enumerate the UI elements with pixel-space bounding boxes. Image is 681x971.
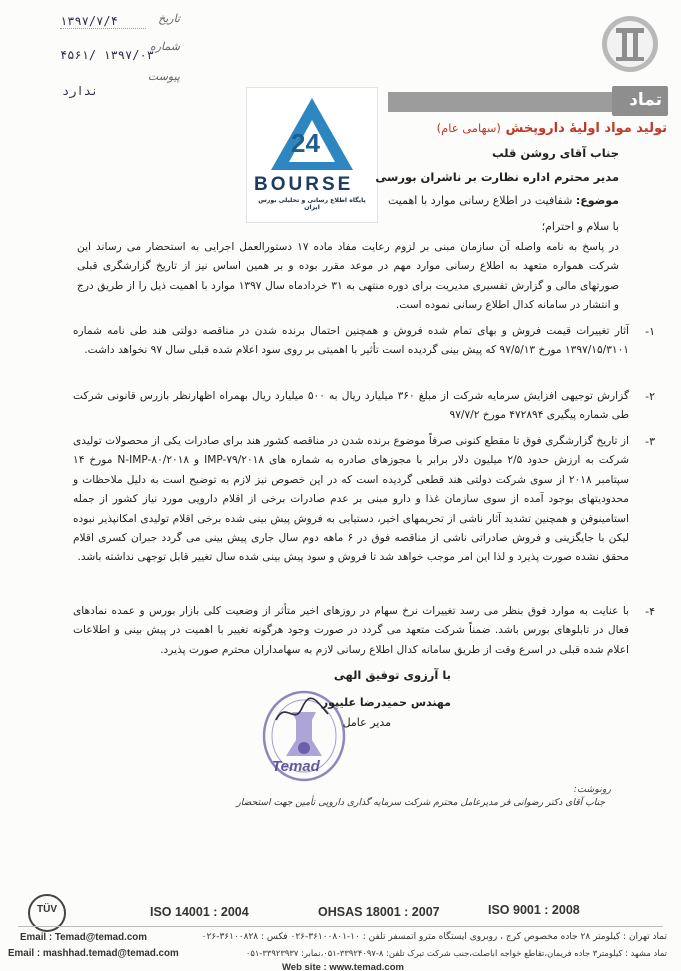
bourse-number-mark: 24	[291, 128, 320, 158]
number-label: شماره	[149, 40, 180, 53]
attachment-label: پیوست	[147, 70, 180, 83]
attachment-field	[60, 70, 180, 100]
recipient-line-1: جناب آقای روشن قلب	[491, 146, 619, 160]
email-tehran: Email : Temad@temad.com	[20, 932, 147, 943]
signature-icon	[272, 696, 332, 728]
brand-badge	[612, 86, 668, 116]
date-underline	[60, 28, 146, 29]
iso-14001: ISO 14001 : 2004	[150, 905, 249, 919]
website: Web site : www.temad.com	[282, 962, 404, 971]
iso-9001: ISO 9001 : 2008	[488, 903, 580, 917]
temad-logo-icon	[600, 14, 660, 74]
closing: با آرزوی توفیق الهی	[333, 668, 451, 682]
list-item-number: ۲-	[645, 390, 655, 403]
address-tehran: تماد تهران : کیلومتر ۲۸ جاده مخصوص کرج ، روبروی ایستگاه مترو اتمسفر تلفن : ۱۰-۳۶۱۰۰۸۰۱-۰۲۶ فکس : ۳۶۱۰۰۸۲۸-۰۲۶	[201, 932, 667, 942]
date-field	[60, 12, 180, 30]
attachment-value: ندارد	[62, 84, 99, 98]
intro-paragraph: در پاسخ به نامه واصله آن سازمان مبنی بر لزوم رعایت مفاد ماده ۱۷ دستورالعمل اجرایی به استحضار می رساند این شرکت همواره متعهد به اطلاع رسانی موارد مهم در موعد مقرر بوده و بر همین اساس نیز از تاریخ گزارشگری قبلی صورتهای مالی و گزارش تفسیری مدیریت برای دوره منتهی به ۳۱ خردادماه سال ۱۳۹۷ موارد با اهمیت ذیل را از طریق درج و انتشار در سامانه کدال اطلاع رسانی نموده است.	[77, 241, 619, 312]
recipient-line-2: مدیر محترم اداره نظارت بر ناشران بورسی	[375, 170, 619, 184]
list-item-2	[73, 387, 655, 426]
number-value: ۱۳۹۷/۰۳ /۴۵۶۱	[60, 48, 154, 62]
address-mashhad: تماد مشهد : کیلومتر۳ جاده فریمان،تقاطع خواجه اباصلت،جنب شرکت تبرک تلفن: ۸-۳۳۹۲۴۰۹۷-۰۵۱،نمابر: ۳۳۹۲۳۹۳۷-۰۵۱	[245, 948, 667, 958]
stamp-brand: Temad	[272, 758, 320, 775]
brand-name: تماد	[629, 90, 662, 110]
list-item-number: ۱-	[645, 325, 655, 338]
signer-name: مهندس حمیدرضا علیپور	[321, 696, 451, 709]
list-item-text: آثار تغییرات قیمت فروش و بهای تمام شده فروش و همچنین احتمال برنده شدن در مناقصه دولتی هند طی نامه شماره ۱۳۹۷/۱۵/۳۱۰۱ مورخ ۹۷/۵/۱۳ که پیش بینی گردیده است تأثیر با اهمیتی بر روی سود اعلام شده قبلی سال ۹۷ نخواهد داشت.	[73, 325, 629, 357]
company-name	[437, 121, 667, 136]
ohsas-18001: OHSAS 18001 : 2007	[318, 905, 440, 919]
list-item-text: گزارش توجیهی افزایش سرمایه شرکت از مبلغ ۳۶۰ میلیارد ریال به ۵۰۰ میلیارد ریال بهمراه اظهارنظر بازرس قانونی شرکت طی شماره پیگیری ۴۷۲۸۹۴ مورخ ۹۷/۷/۲	[73, 390, 629, 422]
list-item-3	[73, 432, 655, 568]
list-item-text: با عنایت به موارد فوق بنظر می رسد تغییرات نرخ سهام در روزهای اخیر متأثر از وضعیت کلی بازار بورس و عمده نمادهای فعال در تابلوهای بورس باشد. ضمناً شرکت متعهد می گردد در صورت وجود هرگونه تغییر با اهمیت در پیش بینی و اطلاعات اعلام شده قبلی در اسرع وقت از طریق سامانه کدال اطلاع رسانی لازم به سهامداران محترم صورت پذیرد.	[73, 605, 629, 656]
subject-line	[388, 194, 619, 207]
cc-text: جناب آقای دکتر رضوانی فر مدیرعامل محترم شرکت سرمایه گذاری دارویی تأمین جهت استحضار	[236, 797, 605, 808]
date-label: تاریخ	[158, 12, 180, 25]
signer-title: مدیر عامل	[342, 716, 391, 729]
cc-label: رونوشت:	[573, 784, 611, 795]
subject-text: شفافیت در اطلاع رسانی موارد با اهمیت	[388, 194, 573, 207]
email-mashhad: Email : mashhad.temad@temad.com	[8, 948, 179, 959]
bourse-tagline: پایگاه اطلاع رسانی و تحلیلی بورس ایران	[258, 197, 366, 211]
date-value: ۱۳۹۷/۷/۴	[60, 14, 118, 28]
greeting: با سلام و احترام؛	[541, 220, 619, 233]
bourse-logo-box	[246, 87, 378, 223]
number-field	[60, 40, 180, 62]
list-item-number: ۴-	[645, 605, 655, 618]
list-item-number: ۳-	[645, 435, 655, 448]
bourse-name: BOURSE	[254, 174, 354, 195]
company-type: (سهامی عام)	[436, 121, 501, 135]
temad-logo	[600, 14, 660, 74]
list-item-1	[73, 322, 655, 361]
list-item-text: از تاریخ گزارشگری فوق تا مقطع کنونی صرفاً موضوع برنده شدن در مناقصه کشور هند برای صادرات یکی از محصولات تولیدی شرکت به ارزش حدود ۲/۵ میلیون دلار برابر با مجوزهای صادره به شماره های IMP-۷۹/۲۰۱۸ و N-IMP-۸۰/۲۰۱۸ مورخ ۱۴ سپتامبر ۲۰۱۸ از سوی شرکت دولتی هند قطعی گردیده است که در این خصوص نیز لازم به توضیح است به دلیل ملاحظات و محدودیتهای بوجود آمده از سوی سازمان غذا و دارو مبنی بر عدم صادرات برخی از اقلام دارویی مورد نیاز کشور از جمله استامینوفن و همچنین تشدید آثار ناشی از تحریمهای اخیر، دستیابی به فروش پیش بینی شده برخی اقلام تولیدی امکانپذیر نبوده لیکن با جایگزینی و فروش صادراتی ناشی از مناقصه فوق در ۶ ماهه دوم سال جاری پیش بینی می گردد جبران کسری اقلام محقق نشده صورت پذیرد و لذا این امر موجب خواهد شد تا فروش و سود پیش بینی شده سال تغییر قابل توجهی نداشته باشد.	[73, 435, 629, 564]
list-item-4	[73, 602, 655, 660]
footer-divider	[18, 926, 663, 927]
tuv-text: TÜV	[37, 904, 57, 915]
subject-label: موضوع:	[575, 194, 619, 207]
company-name-text: تولید مواد اولیهٔ داروپخش	[505, 121, 667, 136]
brand-bar	[388, 92, 636, 112]
